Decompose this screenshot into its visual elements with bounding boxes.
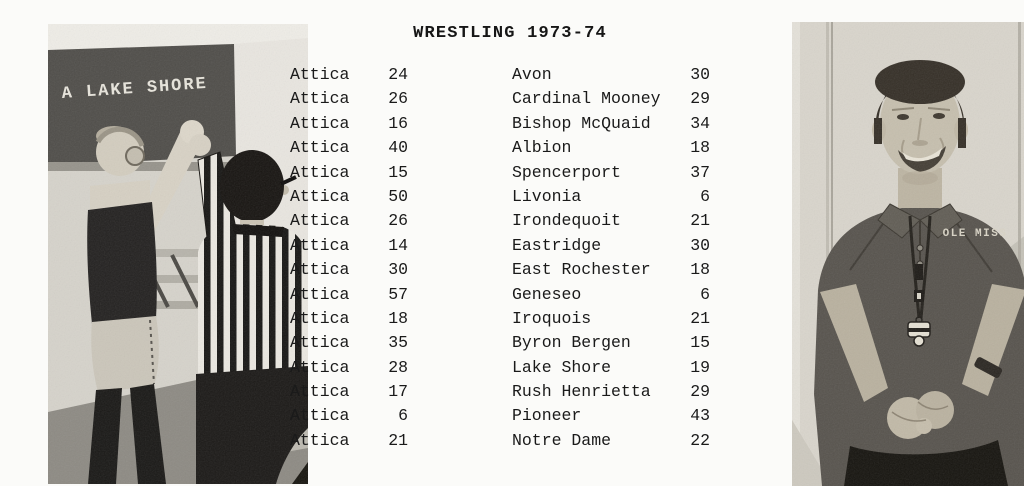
opponent-score: 34 bbox=[690, 113, 710, 133]
team-score: 30 bbox=[388, 260, 408, 280]
team-score: 15 bbox=[388, 162, 408, 182]
opponent-score: 21 bbox=[690, 308, 710, 328]
team-name: Attica bbox=[290, 333, 350, 353]
opponent-score: 22 bbox=[690, 430, 710, 450]
result-row bbox=[280, 209, 740, 233]
team-name: Attica bbox=[290, 406, 350, 426]
opponent-score: 30 bbox=[690, 235, 710, 255]
team-name: Attica bbox=[290, 211, 350, 231]
team-score: 35 bbox=[388, 333, 408, 353]
opponent-name: Livonia bbox=[512, 186, 582, 206]
team-name: Attica bbox=[290, 284, 350, 304]
opponent-score: 37 bbox=[690, 162, 710, 182]
result-row bbox=[280, 380, 740, 404]
opponent-score: 19 bbox=[690, 357, 710, 377]
opponent-score: 6 bbox=[700, 186, 710, 206]
opponent-name: East Rochester bbox=[512, 260, 651, 280]
team-name: Attica bbox=[290, 186, 350, 206]
opponent-score: 29 bbox=[690, 89, 710, 109]
results-rows bbox=[280, 63, 740, 453]
result-row bbox=[280, 429, 740, 453]
team-name: Attica bbox=[290, 138, 350, 158]
wrestling-match-photo bbox=[48, 24, 308, 484]
team-name: Attica bbox=[290, 308, 350, 328]
opponent-name: Spencerport bbox=[512, 162, 621, 182]
opponent-score: 18 bbox=[690, 260, 710, 280]
opponent-score: 43 bbox=[690, 406, 710, 426]
result-row bbox=[280, 161, 740, 185]
team-score: 26 bbox=[388, 211, 408, 231]
result-row bbox=[280, 331, 740, 355]
result-row bbox=[280, 63, 740, 87]
wrestling-match-illustration bbox=[48, 24, 308, 484]
result-row bbox=[280, 404, 740, 428]
team-name: Attica bbox=[290, 357, 350, 377]
coach-portrait-illustration bbox=[792, 22, 1024, 486]
opponent-score: 21 bbox=[690, 211, 710, 231]
result-row bbox=[280, 112, 740, 136]
sign-text: A LAKE SHORE bbox=[61, 74, 209, 104]
opponent-name: Iroquois bbox=[512, 308, 592, 328]
result-row bbox=[280, 136, 740, 160]
team-name: Attica bbox=[290, 430, 350, 450]
result-row bbox=[280, 356, 740, 380]
team-name: Attica bbox=[290, 162, 350, 182]
coach-portrait-photo bbox=[792, 22, 1024, 486]
result-row bbox=[280, 234, 740, 258]
opponent-name: Pioneer bbox=[512, 406, 582, 426]
opponent-name: Cardinal Mooney bbox=[512, 89, 661, 109]
result-row bbox=[280, 307, 740, 331]
team-score: 18 bbox=[388, 308, 408, 328]
result-row bbox=[280, 87, 740, 111]
team-score: 24 bbox=[388, 65, 408, 84]
team-name: Attica bbox=[290, 260, 350, 280]
opponent-name: Rush Henrietta bbox=[512, 382, 651, 402]
opponent-name: Lake Shore bbox=[512, 357, 612, 377]
opponent-name: Irondequoit bbox=[512, 211, 621, 231]
page-title: WRESTLING 1973-74 bbox=[413, 24, 607, 44]
opponent-name: Avon bbox=[512, 65, 552, 84]
results-section bbox=[280, 0, 740, 478]
result-row bbox=[280, 258, 740, 282]
opponent-name: Albion bbox=[512, 138, 572, 158]
opponent-name: Eastridge bbox=[512, 235, 602, 255]
opponent-name: Byron Bergen bbox=[512, 333, 631, 353]
opponent-score: 15 bbox=[690, 333, 710, 353]
opponent-name: Geneseo bbox=[512, 284, 582, 304]
team-name: Attica bbox=[290, 113, 350, 133]
team-name: Attica bbox=[290, 382, 350, 402]
team-score: 16 bbox=[388, 113, 408, 133]
opponent-score: 29 bbox=[690, 382, 710, 402]
shirt-text: OLE MISS bbox=[942, 228, 1008, 240]
result-row bbox=[280, 283, 740, 307]
team-name: Attica bbox=[290, 89, 350, 109]
team-score: 14 bbox=[388, 235, 408, 255]
team-score: 57 bbox=[388, 284, 408, 304]
opponent-score: 18 bbox=[690, 138, 710, 158]
team-score: 17 bbox=[388, 382, 408, 402]
result-row bbox=[280, 185, 740, 209]
team-score: 21 bbox=[388, 430, 408, 450]
opponent-score: 6 bbox=[700, 284, 710, 304]
team-score: 26 bbox=[388, 89, 408, 109]
team-name: Attica bbox=[290, 65, 350, 84]
opponent-name: Bishop McQuaid bbox=[512, 113, 651, 133]
team-score: 6 bbox=[398, 406, 408, 426]
team-name: Attica bbox=[290, 235, 350, 255]
opponent-name: Notre Dame bbox=[512, 430, 612, 450]
team-score: 28 bbox=[388, 357, 408, 377]
opponent-score: 30 bbox=[690, 65, 710, 84]
team-score: 40 bbox=[388, 138, 408, 158]
team-score: 50 bbox=[388, 186, 408, 206]
